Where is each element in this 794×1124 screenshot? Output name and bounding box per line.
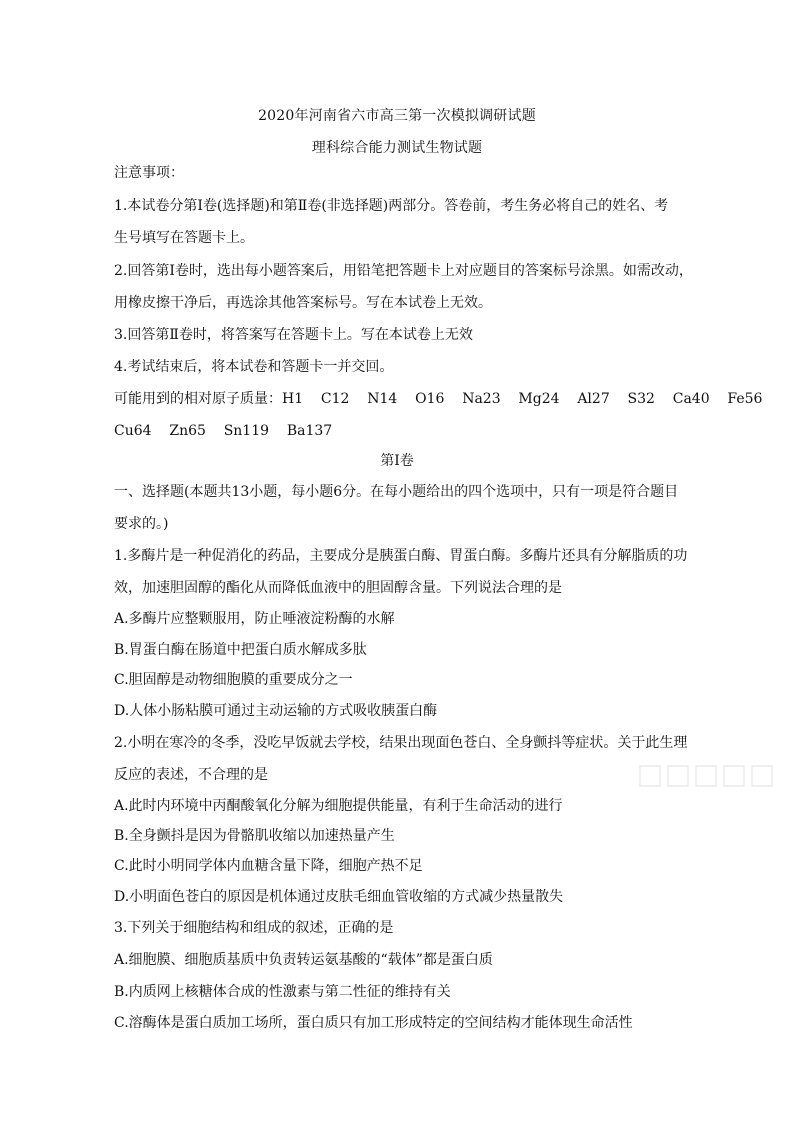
question-1-option-b: B.胃蛋白酶在肠道中把蛋白质水解成多肽	[114, 642, 367, 658]
question-1-stem-line1: 1.多酶片是一种促消化的药品，主要成分是胰蛋白酶、胃蛋白酶。多酶片还具有分解脂质的功	[114, 548, 688, 564]
question-2-option-d: D.小明面色苍白的原因是机体通过皮肤毛细血管收缩的方式减少热量散失	[114, 889, 564, 905]
exam-title: 2020年河南省六市高三第一次模拟调研试题	[258, 108, 536, 124]
watermark-logo	[638, 758, 778, 798]
question-3-option-c: C.溶酶体是蛋白质加工场所，蛋白质只有加工形成特定的空间结构才能体现生命活性	[114, 1015, 633, 1031]
question-2-option-a: A.此时内环境中丙酮酸氧化分解为细胞提供能量，有利于生命活动的进行	[114, 798, 563, 814]
notice-1-line1: 1.本试卷分第Ⅰ卷(选择题)和第Ⅱ卷(非选择题)两部分。答卷前，考生务必将自己的姓名、考	[114, 198, 669, 214]
atomic-masses-line1: 可能用到的相对原子质量：H1 C12 N14 O16 Na23 Mg24 Al27 S32 Ca40 Fe56	[114, 391, 763, 407]
question-2-stem-line2: 反应的表述，不合理的是	[114, 767, 268, 783]
exam-subtitle: 理科综合能力测试生物试题	[311, 140, 483, 156]
notice-4: 4.考试结束后，将本试卷和答题卡一并交回。	[114, 359, 394, 375]
watermark-logo-icon	[638, 758, 778, 792]
question-1-stem-line2: 效，加速胆固醇的酯化从而降低血液中的胆固醇含量。下列说法合理的是	[114, 580, 562, 596]
question-1-option-c: C.胆固醇是动物细胞膜的重要成分之一	[114, 672, 353, 688]
volume-heading: 第Ⅰ卷	[380, 453, 414, 469]
question-2-option-c: C.此时小明同学体内血糖含量下降，细胞产热不足	[114, 858, 423, 874]
question-1-option-a: A.多酶片应整颗服用，防止唾液淀粉酶的水解	[114, 611, 395, 627]
notice-2-line2: 用橡皮擦干净后，再选涂其他答案标号。写在本试卷上无效。	[114, 295, 492, 311]
atomic-masses-line2: Cu64 Zn65 Sn119 Ba137	[114, 423, 333, 439]
question-2-stem-line1: 2.小明在寒冷的冬季，没吃早饭就去学校，结果出现面色苍白、全身颤抖等症状。关于此生理	[114, 735, 688, 751]
notice-heading: 注意事项：	[114, 165, 184, 181]
section-heading-line1: 一、选择题(本题共13小题，每小题6分。在每小题给出的四个选项中，只有一项是符合题目	[114, 484, 679, 500]
question-2-option-b: B.全身颤抖是因为骨骼肌收缩以加速热量产生	[114, 828, 395, 844]
question-1-option-d: D.人体小肠粘膜可通过主动运输的方式吸收胰蛋白酶	[114, 703, 438, 719]
notice-2-line1: 2.回答第Ⅰ卷时，选出每小题答案后，用铅笔把答题卡上对应题目的答案标号涂黑。如需改动，	[114, 263, 693, 279]
section-heading-line2: 要求的。)	[114, 516, 169, 532]
notice-3: 3.回答第Ⅱ卷时，将答案写在答题卡上。写在本试卷上无效	[114, 327, 473, 343]
notice-1-line2: 生号填写在答题卡上。	[114, 230, 254, 246]
question-3-stem: 3.下列关于细胞结构和组成的叙述，正确的是	[114, 920, 394, 936]
question-3-option-b: B.内质网上核糖体合成的性激素与第二性征的维持有关	[114, 984, 451, 1000]
question-3-option-a: A.细胞膜、细胞质基质中负责转运氨基酸的“载体”都是蛋白质	[114, 952, 493, 968]
